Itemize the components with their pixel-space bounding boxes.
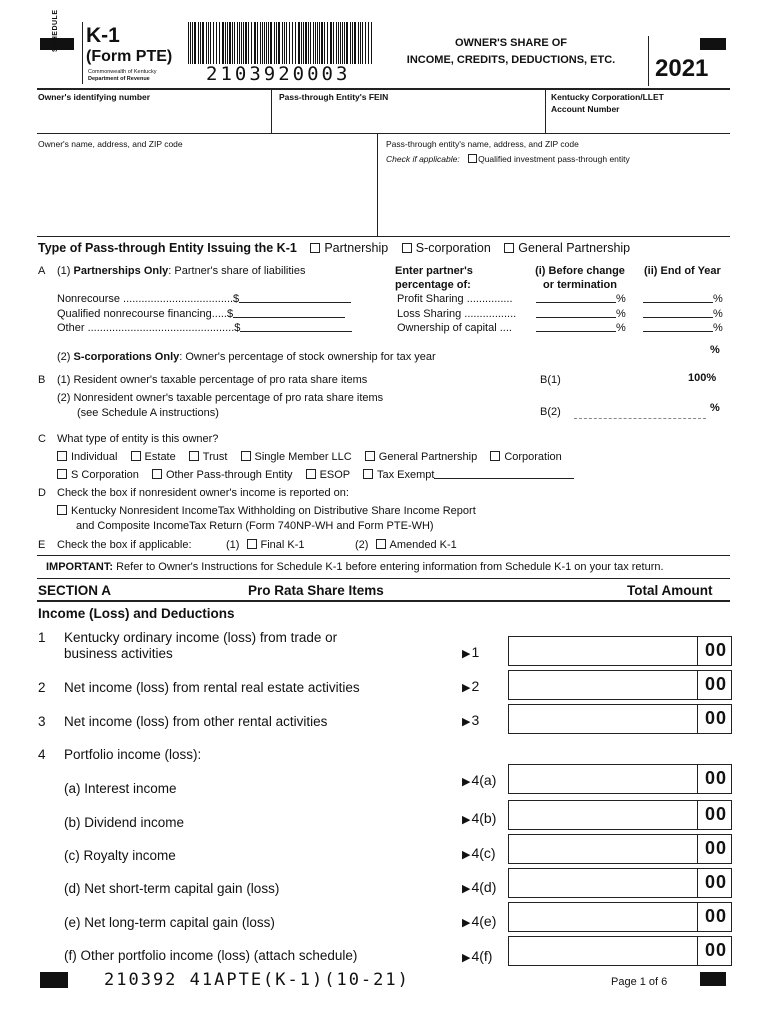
barcode-bar (301, 22, 302, 64)
barcode-bar (350, 22, 351, 64)
enter-pct-label-2: percentage of: (395, 279, 471, 291)
e-option-1 (226, 539, 305, 551)
c-option-label: Corporation (504, 451, 562, 463)
registration-mark-bottom-left (40, 972, 68, 988)
e-text: Check the box if applicable: (57, 539, 192, 551)
barcode-bar (248, 22, 249, 64)
line-4e-ref: ▶4(e) (462, 913, 497, 929)
profit-before-field (536, 293, 626, 305)
barcode-bar (295, 22, 296, 64)
form-name: K-1 (86, 24, 120, 47)
c-option-label: Other Pass-through Entity (165, 469, 293, 481)
line-4a-text: (a) Interest income (64, 781, 177, 796)
ownership-capital-label: Ownership of capital .... (397, 322, 512, 334)
line-2-ref-label: 2 (471, 678, 480, 694)
barcode-bar (338, 22, 339, 64)
c-question: What type of entity is this owner? (57, 433, 219, 445)
b1-value: 100% (688, 372, 717, 384)
line-4f-ref-label: 4(f) (471, 948, 493, 964)
qualified-nonrecourse-label: Qualified nonrecourse financing.....$ (57, 308, 234, 320)
pct-sign: % (713, 322, 723, 334)
line-4e-cents: 00 (704, 906, 728, 926)
line-4c-ref: ▶4(c) (462, 845, 496, 861)
barcode-bar (333, 22, 334, 64)
line-1-ref-label: 1 (471, 644, 480, 660)
general-partnership-owner-checkbox[interactable] (365, 451, 375, 461)
line-3-text: Net income (loss) from other rental activities (64, 714, 328, 729)
title-line-1: OWNER'S SHARE OF (454, 37, 567, 49)
type-label: Type of Pass-through Entity Issuing the K-1 (38, 241, 297, 255)
barcode-bar (200, 22, 201, 64)
line-4a-ref: ▶4(a) (462, 772, 497, 788)
tax-exempt-input[interactable] (434, 469, 574, 479)
barcode-bar (360, 22, 361, 64)
d-option-label-2: and Composite IncomeTax Return (Form 740NP-WH and Form PTE-WH) (76, 520, 434, 532)
barcode-bar (327, 22, 328, 64)
barcode-bar (237, 22, 238, 64)
c-options-row-2 (57, 469, 574, 481)
barcode-bar (319, 22, 320, 64)
barcode-bar (192, 22, 193, 64)
pte-fein-input[interactable] (279, 104, 541, 132)
ownership-end-field (643, 322, 723, 334)
barcode-bar (371, 22, 372, 64)
line-4b-text: (b) Dividend income (64, 815, 185, 830)
barcode-bar (292, 22, 293, 64)
name-divider (377, 133, 378, 236)
line-1-text-1: Kentucky ordinary income (loss) from trade or (64, 630, 338, 645)
enter-pct-label-1: Enter partner's (395, 265, 473, 277)
line-4d-cents: 00 (704, 872, 728, 892)
c-option-label: Single Member LLC (254, 451, 352, 463)
barcode-bar (190, 22, 191, 64)
qualified-label: Qualified investment pass-through entity (478, 154, 630, 164)
barcode-number: 2103920003 (206, 63, 351, 85)
line-1-amount[interactable] (508, 636, 732, 666)
owner-name-input[interactable] (38, 152, 372, 232)
line-4d-ref: ▶4(d) (462, 879, 497, 895)
barcode-bar (232, 22, 233, 64)
b2-input[interactable] (574, 403, 706, 419)
other-liabilities-label: Other ................................................$ (57, 322, 241, 334)
pte-name-label: Pass-through entity's name, address, and ZIP code (386, 139, 579, 149)
footer-form-code: 210392 41APTE(K-1)(10-21) (104, 970, 410, 990)
c-letter: C (38, 433, 46, 445)
line-4a-amount[interactable] (508, 764, 732, 794)
b1-text: (1) Resident owner's taxable percentage of pro rata share items (57, 374, 368, 386)
line-4e-ref-label: 4(e) (471, 913, 497, 929)
line-4f-amount[interactable] (508, 936, 732, 966)
barcode-bar (340, 22, 341, 64)
other-pte-checkbox[interactable] (152, 469, 162, 479)
line-1-cents: 00 (704, 640, 728, 660)
line-1-ref: ▶1 (462, 644, 480, 660)
registration-mark-top-right (700, 38, 726, 50)
line-4c-text: (c) Royalty income (64, 848, 176, 863)
corporation-checkbox[interactable] (490, 451, 500, 461)
barcode-bar (368, 22, 369, 64)
qualified-checkbox[interactable] (468, 154, 477, 163)
c-options-row-1 (57, 451, 562, 463)
c-option-label: Individual (71, 451, 118, 463)
section-a-rule (37, 600, 730, 602)
barcode-bar (315, 22, 316, 64)
a1-heading (57, 265, 306, 277)
line-4d-amount[interactable] (508, 868, 732, 898)
c-option-label: Tax Exempt (377, 469, 435, 481)
a1-rest: : Partner's share of liabilities (168, 265, 306, 277)
registration-mark-bottom-right (700, 972, 726, 986)
type-row (38, 241, 630, 255)
line-4e-text: (e) Net long-term capital gain (loss) (64, 915, 275, 930)
line-4a-cents: 00 (704, 768, 728, 788)
pct-sign: % (616, 322, 626, 334)
line-4f-cents: 00 (704, 940, 728, 960)
d-letter: D (38, 487, 46, 499)
line-2-cents: 00 (704, 674, 728, 694)
commonwealth-label: Commonwealth of Kentucky (88, 69, 157, 75)
barcode-bar (289, 22, 290, 64)
partnership-label: Partnership (324, 241, 389, 255)
check-if-applicable (386, 154, 630, 164)
d-option-label-1: Kentucky Nonresident IncomeTax Withholding on Distributive Share Income Report (71, 505, 476, 517)
section-a-label: SECTION A (38, 583, 112, 598)
barcode-bar (251, 22, 252, 64)
pte-name-input[interactable] (386, 168, 726, 232)
profit-sharing-label: Profit Sharing ............... (397, 293, 513, 305)
loss-sharing-label: Loss Sharing ................. (397, 308, 517, 320)
loss-before-input[interactable] (536, 308, 616, 318)
barcode-bar (227, 22, 228, 64)
year-divider (648, 36, 649, 86)
tax-year: 2021 (655, 55, 709, 82)
barcode-bar (202, 22, 204, 64)
estate-checkbox[interactable] (131, 451, 141, 461)
e-option-2-num: (2) (355, 539, 369, 551)
department-label: Department of Revenue (88, 76, 150, 82)
b1-ref: B(1) (540, 374, 561, 386)
name-row-bottom (37, 236, 730, 237)
tax-exempt-checkbox[interactable] (363, 469, 373, 479)
barcode-bar (313, 22, 314, 64)
line-4d-ref-label: 4(d) (471, 879, 497, 895)
line-3-amount[interactable] (508, 704, 732, 734)
b2-text-1: (2) Nonresident owner's taxable percentage of pro rata share items (57, 392, 384, 404)
b2-ref: B(2) (540, 406, 561, 418)
s-corporation-owner-checkbox[interactable] (57, 469, 67, 479)
a1-num: (1) (57, 265, 71, 277)
barcode-bar (276, 22, 277, 64)
line-1-text-2: business activities (64, 646, 173, 661)
barcode-bar (286, 22, 287, 64)
total-amount-header: Total Amount (627, 583, 713, 598)
section-a-title: Pro Rata Share Items (248, 583, 384, 598)
line-2-text: Net income (loss) from rental real estate activities (64, 680, 360, 695)
a2-num: (2) (57, 351, 71, 363)
a-letter: A (38, 265, 46, 277)
a2-input[interactable] (640, 340, 708, 356)
barcode-bar (344, 22, 345, 64)
barcode-bar (354, 22, 356, 64)
ownership-before-input[interactable] (536, 322, 616, 332)
barcode-bar (257, 22, 258, 64)
amended-k1-label: Amended K-1 (389, 539, 457, 551)
barcode-bar (239, 22, 240, 64)
c-option-label: Trust (202, 451, 228, 463)
barcode-bar (245, 22, 247, 64)
a1-bold: Partnerships Only (73, 265, 169, 277)
esop-checkbox[interactable] (306, 469, 316, 479)
barcode-bar (216, 22, 217, 64)
s-corporation-label: S-corporation (415, 241, 491, 255)
income-deductions-subhead: Income (Loss) and Deductions (38, 606, 235, 621)
line-4f-text: (f) Other portfolio income (loss) (attach schedule) (64, 948, 358, 963)
page-number: Page 1 of 6 (611, 976, 668, 988)
barcode-bar (342, 22, 343, 64)
profit-before-input[interactable] (536, 293, 616, 303)
barcode-bar (362, 22, 363, 64)
barcode-bar (206, 22, 207, 64)
id-row-bottom (37, 133, 730, 134)
barcode (186, 22, 376, 66)
line-3-ref-label: 3 (471, 712, 480, 728)
pct-sign: % (713, 308, 723, 320)
pct-sign: % (616, 308, 626, 320)
schedule-divider (82, 22, 83, 84)
barcode-bar (365, 22, 366, 64)
e-letter: E (38, 539, 46, 551)
barcode-bar (262, 22, 263, 64)
other-liabilities-row (57, 322, 352, 334)
line-4b-cents: 00 (704, 804, 728, 824)
barcode-bar (229, 22, 231, 64)
barcode-bar (346, 22, 348, 64)
barcode-bar (213, 22, 214, 64)
schedule-vertical-label: SCHEDULE (52, 9, 59, 52)
check-if-label: Check if applicable: (386, 154, 460, 164)
ky-account-label-1: Kentucky Corporation/LLET (551, 92, 664, 102)
profit-end-field (643, 293, 723, 305)
barcode-bar (298, 22, 300, 64)
c-option-label: General Partnership (378, 451, 478, 463)
important-bold: IMPORTANT: (46, 561, 114, 573)
barcode-bar (310, 22, 311, 64)
line-4-text: Portfolio income (loss): (64, 747, 202, 762)
loss-end-input[interactable] (643, 308, 713, 318)
ownership-end-input[interactable] (643, 322, 713, 332)
qualified-nonrecourse-input[interactable] (233, 308, 345, 318)
line-4c-ref-label: 4(c) (471, 845, 496, 861)
general-partnership-label: General Partnership (518, 241, 631, 255)
barcode-bar (321, 22, 323, 64)
d-option-line-1 (57, 505, 476, 517)
b-letter: B (38, 374, 46, 386)
barcode-bar (305, 22, 307, 64)
barcode-bar (282, 22, 283, 64)
e-option-1-num: (1) (226, 539, 240, 551)
barcode-bar (234, 22, 235, 64)
barcode-bar (336, 22, 337, 64)
barcode-bar (278, 22, 280, 64)
barcode-bar (260, 22, 261, 64)
barcode-bar (284, 22, 285, 64)
nonrecourse-label: Nonrecourse ....................................$ (57, 293, 240, 305)
barcode-bar (188, 22, 189, 64)
barcode-bar (324, 22, 325, 64)
barcode-bar (330, 22, 332, 64)
final-k1-checkbox[interactable] (247, 539, 257, 549)
nonresident-withholding-checkbox[interactable] (57, 505, 67, 515)
barcode-bar (225, 22, 226, 64)
final-k1-label: Final K-1 (260, 539, 305, 551)
line-3-ref: ▶3 (462, 712, 480, 728)
line-2-amount[interactable] (508, 670, 732, 700)
c-option-label: S Corporation (71, 469, 139, 481)
barcode-bar (274, 22, 275, 64)
line-4b-ref: ▶4(b) (462, 810, 497, 826)
line-4b-amount[interactable] (508, 800, 732, 830)
line-1-number: 1 (38, 630, 46, 645)
form-subtitle: (Form PTE) (86, 48, 173, 65)
barcode-bar (358, 22, 359, 64)
barcode-bar (303, 22, 304, 64)
end-of-year-header: (ii) End of Year (644, 265, 721, 277)
pct-sign: % (713, 293, 723, 305)
e-option-2 (355, 539, 457, 551)
before-change-header-2: or termination (543, 279, 617, 291)
before-change-header-1: (i) Before change (535, 265, 625, 277)
ky-account-input[interactable] (551, 116, 727, 132)
line-4e-amount[interactable] (508, 902, 732, 932)
barcode-bar (270, 22, 272, 64)
line-4b-ref-label: 4(b) (471, 810, 497, 826)
other-liabilities-input[interactable] (240, 322, 352, 332)
barcode-bar (219, 22, 220, 64)
partnership-checkbox[interactable] (310, 243, 320, 253)
important-text: Refer to Owner's Instructions for Schedule K-1 before entering information from Schedule K-1 on your tax return. (113, 561, 664, 573)
b2-text-2: (see Schedule A instructions) (77, 407, 219, 419)
trust-checkbox[interactable] (189, 451, 199, 461)
barcode-bar (241, 22, 242, 64)
line-4-number: 4 (38, 747, 46, 762)
ky-account-label-2: Account Number (551, 104, 620, 114)
nonrecourse-row (57, 293, 351, 305)
ownership-before-field (536, 322, 626, 334)
amended-k1-checkbox[interactable] (376, 539, 386, 549)
title-line-2: INCOME, CREDITS, DEDUCTIONS, ETC. (406, 54, 616, 66)
line-3-number: 3 (38, 714, 46, 729)
id-divider-2 (545, 88, 546, 133)
loss-before-field (536, 308, 626, 320)
barcode-bar (268, 22, 269, 64)
profit-end-input[interactable] (643, 293, 713, 303)
barcode-bar (254, 22, 256, 64)
important-rule-bottom (37, 578, 730, 579)
a2-rest: : Owner's percentage of stock ownership for tax year (179, 351, 436, 363)
barcode-bar (198, 22, 199, 64)
a2-pct: % (710, 344, 720, 356)
d-text: Check the box if nonresident owner's income is reported on: (57, 487, 349, 499)
important-note (46, 561, 664, 573)
id-divider-1 (271, 88, 272, 133)
header-rule (37, 88, 730, 90)
line-2-number: 2 (38, 680, 46, 695)
line-2-ref: ▶2 (462, 678, 480, 694)
barcode-bar (308, 22, 309, 64)
loss-end-field (643, 308, 723, 320)
individual-checkbox[interactable] (57, 451, 67, 461)
qualified-nonrecourse-row (57, 308, 345, 320)
a2-heading (57, 351, 436, 363)
barcode-bar (317, 22, 318, 64)
line-4c-amount[interactable] (508, 834, 732, 864)
a2-bold: S-corporations Only (73, 351, 180, 363)
c-option-label: ESOP (319, 469, 350, 481)
barcode-bar (352, 22, 353, 64)
barcode-bar (266, 22, 267, 64)
barcode-bar (194, 22, 196, 64)
barcode-bar (208, 22, 209, 64)
b2-pct: % (710, 402, 720, 414)
important-rule-top (37, 555, 730, 556)
general-partnership-checkbox[interactable] (504, 243, 514, 253)
single-member-llc-checkbox[interactable] (241, 451, 251, 461)
barcode-bar (264, 22, 265, 64)
nonrecourse-input[interactable] (239, 293, 351, 303)
line-4c-cents: 00 (704, 838, 728, 858)
c-option-label: Estate (144, 451, 176, 463)
owner-id-input[interactable] (38, 104, 270, 132)
pte-fein-label: Pass-through Entity's FEIN (279, 92, 389, 102)
owner-id-label: Owner's identifying number (38, 92, 151, 102)
barcode-bar (210, 22, 211, 64)
line-4a-ref-label: 4(a) (471, 772, 497, 788)
barcode-bar (243, 22, 244, 64)
barcode-bar (222, 22, 224, 64)
line-3-cents: 00 (704, 708, 728, 728)
line-4f-ref: ▶4(f) (462, 948, 493, 964)
pct-sign: % (616, 293, 626, 305)
s-corporation-checkbox[interactable] (402, 243, 412, 253)
line-4d-text: (d) Net short-term capital gain (loss) (64, 881, 280, 896)
owner-name-label: Owner's name, address, and ZIP code (38, 139, 183, 149)
